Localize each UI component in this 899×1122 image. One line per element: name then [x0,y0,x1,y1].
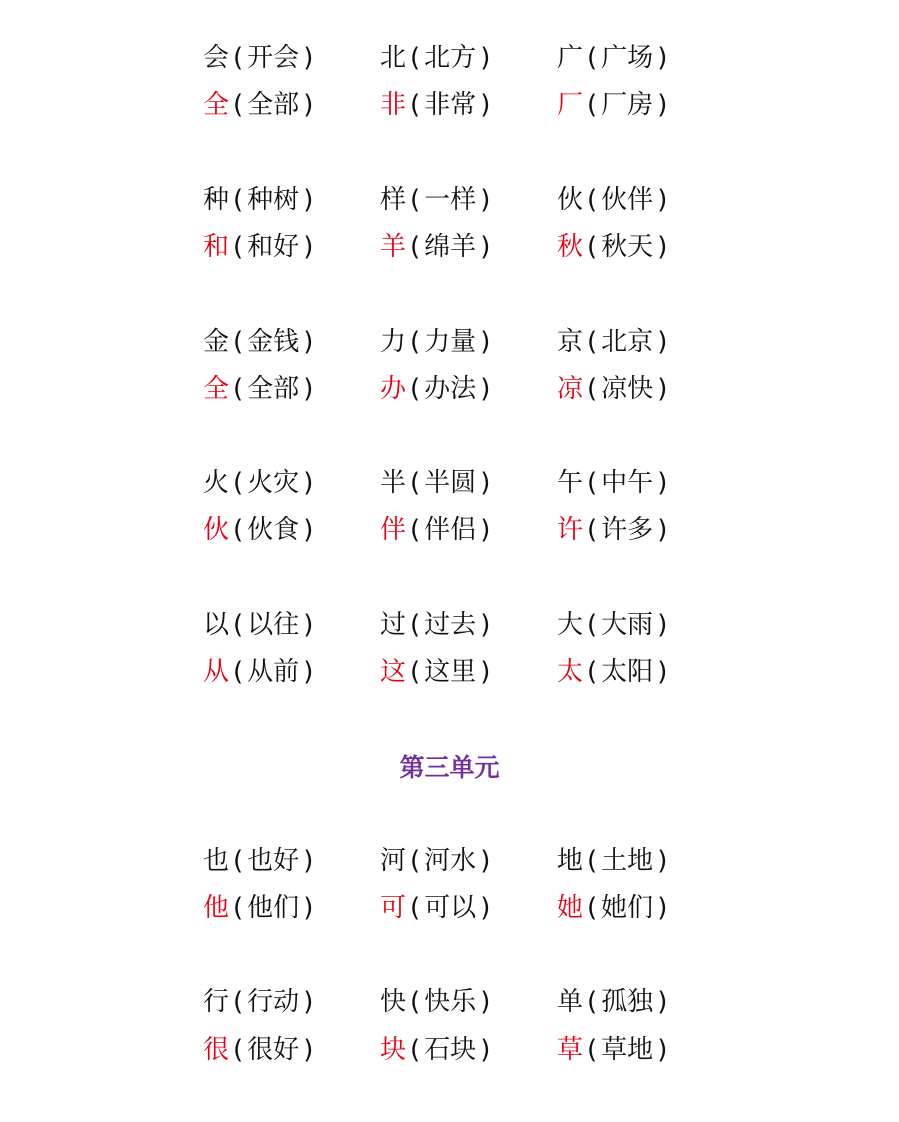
word-entry: 快 ( 快乐 ) [380,982,494,1022]
word-text: 许多 [601,515,654,545]
word-entry: 以 ( 以往 ) [203,605,317,645]
word-text: 秋天 [601,232,654,262]
word-entry: 午 ( 中午 ) [557,463,671,503]
word-row [0,322,899,362]
highlight-char: 办 [380,374,407,404]
word-text: 非常 [424,90,477,120]
base-char: 会 [203,43,230,73]
word-text: 广场 [601,43,654,73]
word-text: 办法 [424,374,477,404]
word-entry: 羊 ( 绵羊 ) [380,227,494,267]
word-text: 北京 [601,327,654,357]
word-entry: 草 ( 草地 ) [557,1030,671,1070]
highlight-char: 块 [380,1035,407,1065]
word-text: 绵羊 [424,232,477,262]
word-row [0,369,899,409]
word-entry: 秋 ( 秋天 ) [557,227,671,267]
word-entry: 也 ( 也好 ) [203,841,317,881]
word-text: 一样 [424,185,477,215]
word-text: 开会 [247,43,300,73]
base-char: 火 [203,468,230,498]
base-char: 河 [380,846,407,876]
word-text: 全部 [247,90,300,120]
section-title: 第三单元 [399,753,500,782]
word-entry: 北 ( 北方 ) [380,38,494,78]
highlight-char: 羊 [380,232,407,262]
word-text: 和好 [247,232,300,262]
word-entry: 种 ( 种树 ) [203,180,317,220]
word-text: 厂房 [601,90,654,120]
base-char: 快 [380,987,407,1017]
base-char: 样 [380,185,407,215]
word-text: 石块 [424,1035,477,1065]
word-row [0,652,899,692]
word-entry: 可 ( 可以 ) [380,888,494,928]
word-text: 凉快 [601,374,654,404]
highlight-char: 她 [557,893,584,923]
highlight-char: 伙 [203,515,230,545]
word-entry: 伙 ( 伙伴 ) [557,180,671,220]
word-entry: 和 ( 和好 ) [203,227,317,267]
word-text: 太阳 [601,657,654,687]
word-row [0,841,899,881]
base-char: 地 [557,846,584,876]
highlight-char: 许 [557,515,584,545]
word-entry: 力 ( 力量 ) [380,322,494,362]
highlight-char: 全 [203,90,230,120]
word-text: 草地 [601,1035,654,1065]
word-entry: 从 ( 从前 ) [203,652,317,692]
word-entry: 凉 ( 凉快 ) [557,369,671,409]
highlight-char: 全 [203,374,230,404]
base-char: 单 [557,987,584,1017]
base-char: 北 [380,43,407,73]
word-entry: 金 ( 金钱 ) [203,322,317,362]
word-text: 过去 [424,610,477,640]
word-entry: 全 ( 全部 ) [203,85,317,125]
word-text: 中午 [601,468,654,498]
base-char: 大 [557,610,584,640]
word-row [0,85,899,125]
word-text: 以往 [247,610,300,640]
highlight-char: 秋 [557,232,584,262]
word-entry: 半 ( 半圆 ) [380,463,494,503]
word-entry: 这 ( 这里 ) [380,652,494,692]
word-text: 伙伴 [601,185,654,215]
base-char: 金 [203,327,230,357]
base-char: 伙 [557,185,584,215]
word-entry: 他 ( 他们 ) [203,888,317,928]
word-text: 行动 [247,987,300,1017]
word-row [0,1030,899,1070]
highlight-char: 太 [557,657,584,687]
word-entry: 过 ( 过去 ) [380,605,494,645]
word-entry: 全 ( 全部 ) [203,369,317,409]
word-entry: 非 ( 非常 ) [380,85,494,125]
word-entry: 大 ( 大雨 ) [557,605,671,645]
word-text: 也好 [247,846,300,876]
word-text: 她们 [601,893,654,923]
word-text: 伙食 [247,515,300,545]
word-entry: 样 ( 一样 ) [380,180,494,220]
word-entry: 太 ( 太阳 ) [557,652,671,692]
word-text: 他们 [247,893,300,923]
word-entry: 伴 ( 伴侣 ) [380,510,494,550]
word-entry: 很 ( 很好 ) [203,1030,317,1070]
highlight-char: 这 [380,657,407,687]
highlight-char: 厂 [557,90,584,120]
word-entry: 会 ( 开会 ) [203,38,317,78]
word-row [0,227,899,267]
word-text: 金钱 [247,327,300,357]
word-entry: 办 ( 办法 ) [380,369,494,409]
word-entry: 块 ( 石块 ) [380,1030,494,1070]
word-text: 孤独 [601,987,654,1017]
word-text: 可以 [424,893,477,923]
word-text: 从前 [247,657,300,687]
word-row [0,463,899,503]
word-text: 快乐 [424,987,477,1017]
base-char: 广 [557,43,584,73]
word-text: 全部 [247,374,300,404]
word-text: 火灾 [247,468,300,498]
base-char: 过 [380,610,407,640]
highlight-char: 草 [557,1035,584,1065]
base-char: 京 [557,327,584,357]
word-row [0,888,899,928]
highlight-char: 很 [203,1035,230,1065]
word-entry: 她 ( 她们 ) [557,888,671,928]
base-char: 行 [203,987,230,1017]
word-text: 这里 [424,657,477,687]
word-entry: 地 ( 土地 ) [557,841,671,881]
base-char: 也 [203,846,230,876]
base-char: 半 [380,468,407,498]
word-text: 半圆 [424,468,477,498]
highlight-char: 从 [203,657,230,687]
word-text: 土地 [601,846,654,876]
word-text: 北方 [424,43,477,73]
word-text: 河水 [424,846,477,876]
base-char: 种 [203,185,230,215]
base-char: 力 [380,327,407,357]
word-row [0,510,899,550]
word-entry: 广 ( 广场 ) [557,38,671,78]
word-entry: 火 ( 火灾 ) [203,463,317,503]
word-entry: 单 ( 孤独 ) [557,982,671,1022]
highlight-char: 伴 [380,515,407,545]
base-char: 以 [203,610,230,640]
highlight-char: 凉 [557,374,584,404]
word-text: 伴侣 [424,515,477,545]
word-entry: 行 ( 行动 ) [203,982,317,1022]
word-row [0,982,899,1022]
word-row [0,605,899,645]
word-text: 大雨 [601,610,654,640]
highlight-char: 可 [380,893,407,923]
highlight-char: 非 [380,90,407,120]
highlight-char: 他 [203,893,230,923]
highlight-char: 和 [203,232,230,262]
base-char: 午 [557,468,584,498]
word-text: 种树 [247,185,300,215]
word-row [0,180,899,220]
word-entry: 伙 ( 伙食 ) [203,510,317,550]
word-entry: 京 ( 北京 ) [557,322,671,362]
word-entry: 河 ( 河水 ) [380,841,494,881]
word-text: 力量 [424,327,477,357]
word-row [0,38,899,78]
word-entry: 许 ( 许多 ) [557,510,671,550]
word-entry: 厂 ( 厂房 ) [557,85,671,125]
word-text: 很好 [247,1035,300,1065]
